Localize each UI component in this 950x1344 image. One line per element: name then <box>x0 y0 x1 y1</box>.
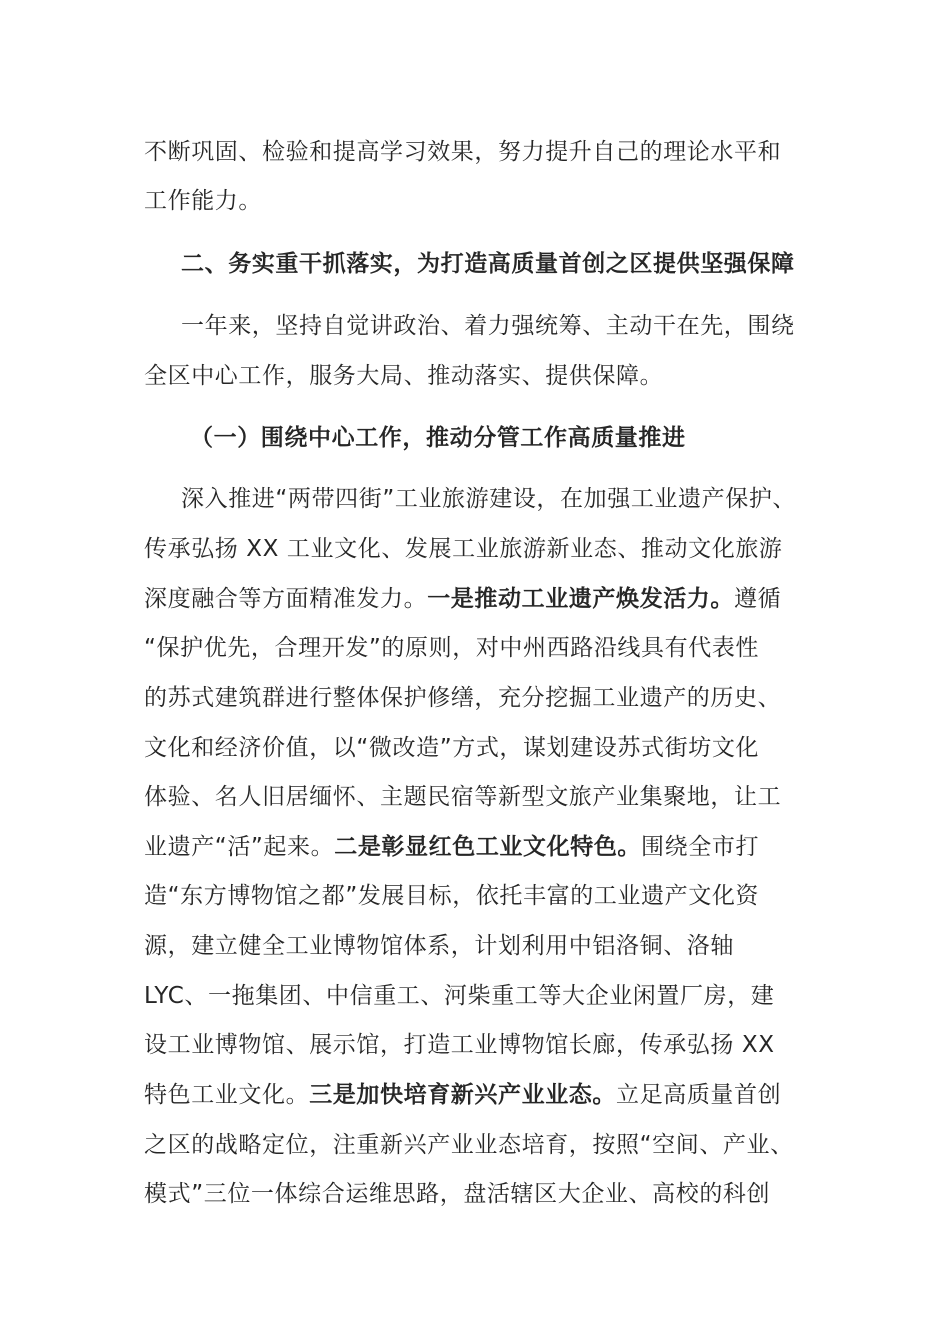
line-text: 遵循 <box>734 586 782 612</box>
paragraph-line: 造“东方博物馆之都”发展目标，依托丰富的工业遗产文化资 <box>144 883 760 909</box>
line-text: 围绕全市打 <box>641 834 760 860</box>
paragraph-line: 文化和经济价值，以“微改造”方式，谋划建设苏式街坊文化 <box>144 735 760 761</box>
line-text: 特色工业文化。 <box>144 1082 310 1108</box>
bold-point: 三是加快培育新兴产业业态。 <box>309 1082 617 1108</box>
paragraph-line: 体验、名人旧居缅怀、主题民宿等新型文旅产业集聚地，让工 <box>144 784 782 810</box>
paragraph-line <box>144 1078 824 1112</box>
line-text: 立足高质量首创 <box>616 1082 782 1108</box>
line-text: 深度融合等方面精准发力。 <box>144 586 428 612</box>
paragraph-line: “保护优先，合理开发”的原则，对中州西路沿线具有代表性 <box>144 635 760 661</box>
paragraph-line: 工作能力。 <box>144 188 262 214</box>
bold-point: 一是推动工业遗产焕发活力。 <box>427 586 735 612</box>
paragraph-line <box>144 830 824 864</box>
paragraph-line: 源，建立健全工业博物馆体系，计划利用中铝洛铜、洛轴 <box>144 933 734 959</box>
subsection-heading: （一）围绕中心工作，推动分管工作高质量推进 <box>190 425 686 451</box>
paragraph-line <box>144 582 824 616</box>
paragraph-line: 深入推进“两带四街”工业旅游建设，在加强工业遗产保护、 <box>181 486 797 512</box>
paragraph-line: 全区中心工作，服务大局、推动落实、提供保障。 <box>144 363 664 389</box>
paragraph-line: 设工业博物馆、展示馆，打造工业博物馆长廊，传承弘扬 XX <box>144 1032 775 1058</box>
bold-point: 二是彰显红色工业文化特色。 <box>334 834 642 860</box>
paragraph-line: 传承弘扬 XX 工业文化、发展工业旅游新业态、推动文化旅游 <box>144 536 783 562</box>
paragraph-line: 模式”三位一体综合运维思路，盘活辖区大企业、高校的科创 <box>144 1181 771 1207</box>
paragraph-line: 之区的战略定位，注重新兴产业业态培育，按照“空间、产业、 <box>144 1132 794 1158</box>
paragraph-line: 一年来，坚持自觉讲政治、着力强统筹、主动干在先，围绕 <box>181 313 795 339</box>
line-text: 业遗产“活”起来。 <box>144 834 335 860</box>
paragraph-line: 不断巩固、检验和提高学习效果，努力提升自己的理论水平和 <box>144 139 782 165</box>
section-heading: 二、务实重干抓落实，为打造高质量首创之区提供坚强保障 <box>181 251 795 277</box>
paragraph-line: 的苏式建筑群进行整体保护修缮，充分挖掘工业遗产的历史、 <box>144 685 782 711</box>
paragraph-line: LYC、一拖集团、中信重工、河柴重工等大企业闲置厂房，建 <box>144 983 775 1009</box>
